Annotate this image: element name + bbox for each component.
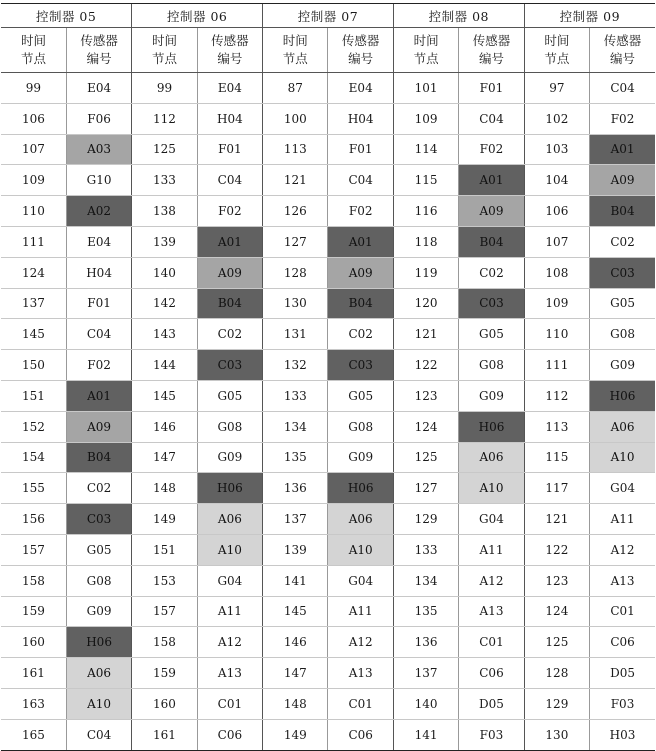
sensor-id-cell: A10 (459, 473, 524, 504)
time-node-cell: 140 (393, 688, 458, 719)
sensor-id-cell: H04 (66, 257, 131, 288)
sensor-id-cell: F03 (459, 719, 524, 750)
time-column-header: 时间 节点 (1, 28, 66, 73)
table-row (1, 196, 655, 227)
time-column-header: 时间 节点 (263, 28, 328, 73)
sensor-id-cell: A11 (590, 504, 655, 535)
time-node-cell: 99 (132, 73, 197, 104)
time-node-cell: 157 (1, 534, 66, 565)
sensor-id-cell: F01 (459, 73, 524, 104)
sensor-id-cell: C06 (459, 658, 524, 689)
time-node-cell: 107 (524, 226, 589, 257)
sensor-id-cell: E04 (328, 73, 393, 104)
time-node-cell: 155 (1, 473, 66, 504)
sensor-column-header: 传感器 编号 (590, 28, 655, 73)
time-node-cell: 139 (263, 534, 328, 565)
time-node-cell: 153 (132, 565, 197, 596)
time-node-cell: 165 (1, 719, 66, 750)
table-row (1, 257, 655, 288)
time-node-cell: 149 (132, 504, 197, 535)
sensor-id-cell: G05 (328, 380, 393, 411)
sensor-id-cell: A13 (328, 658, 393, 689)
sensor-id-cell: H04 (328, 103, 393, 134)
time-node-cell: 156 (1, 504, 66, 535)
table-row (1, 73, 655, 104)
table-body (1, 73, 655, 751)
time-node-cell: 137 (263, 504, 328, 535)
controller-sensor-table (1, 3, 655, 751)
controller-header: 控制器 06 (132, 4, 263, 28)
sensor-id-cell: E04 (66, 226, 131, 257)
time-node-cell: 110 (524, 319, 589, 350)
time-node-cell: 160 (1, 627, 66, 658)
time-node-cell: 145 (1, 319, 66, 350)
sensor-id-cell: A01 (459, 165, 524, 196)
time-node-cell: 142 (132, 288, 197, 319)
sensor-id-cell: C01 (590, 596, 655, 627)
time-node-cell: 126 (263, 196, 328, 227)
sensor-id-cell: G08 (459, 350, 524, 381)
time-node-cell: 141 (393, 719, 458, 750)
sensor-id-cell: G09 (459, 380, 524, 411)
sensor-id-cell: A11 (459, 534, 524, 565)
time-node-cell: 128 (263, 257, 328, 288)
sensor-id-cell: H06 (66, 627, 131, 658)
time-node-cell: 158 (132, 627, 197, 658)
sensor-id-cell: H04 (197, 103, 262, 134)
sensor-id-cell: C03 (459, 288, 524, 319)
sensor-id-cell: C04 (66, 719, 131, 750)
sensor-id-cell: G08 (590, 319, 655, 350)
sensor-id-cell: B04 (459, 226, 524, 257)
time-node-cell: 147 (263, 658, 328, 689)
time-node-cell: 129 (524, 688, 589, 719)
time-node-cell: 137 (393, 658, 458, 689)
table-row (1, 103, 655, 134)
sensor-id-cell: A13 (590, 565, 655, 596)
time-node-cell: 136 (393, 627, 458, 658)
sensor-id-cell: A02 (66, 196, 131, 227)
sensor-id-cell: H06 (459, 411, 524, 442)
time-node-cell: 116 (393, 196, 458, 227)
time-node-cell: 121 (393, 319, 458, 350)
sensor-id-cell: C03 (590, 257, 655, 288)
time-node-cell: 124 (524, 596, 589, 627)
time-node-cell: 150 (1, 350, 66, 381)
sensor-id-cell: G09 (590, 350, 655, 381)
time-node-cell: 127 (263, 226, 328, 257)
time-node-cell: 122 (524, 534, 589, 565)
sensor-id-cell: A01 (328, 226, 393, 257)
table-row (1, 165, 655, 196)
time-node-cell: 140 (132, 257, 197, 288)
sensor-id-cell: A13 (197, 658, 262, 689)
sensor-id-cell: C03 (197, 350, 262, 381)
time-node-cell: 106 (524, 196, 589, 227)
time-node-cell: 113 (263, 134, 328, 165)
sensor-id-cell: A11 (197, 596, 262, 627)
controller-header: 控制器 09 (524, 4, 655, 28)
sensor-id-cell: B04 (66, 442, 131, 473)
time-node-cell: 131 (263, 319, 328, 350)
time-node-cell: 121 (263, 165, 328, 196)
time-node-cell: 146 (263, 627, 328, 658)
sensor-id-cell: C04 (66, 319, 131, 350)
table-row (1, 627, 655, 658)
sensor-id-cell: H06 (590, 380, 655, 411)
time-node-cell: 139 (132, 226, 197, 257)
table-row (1, 226, 655, 257)
controller-header: 控制器 08 (393, 4, 524, 28)
table-row (1, 380, 655, 411)
time-node-cell: 109 (393, 103, 458, 134)
sensor-id-cell: A10 (590, 442, 655, 473)
time-node-cell: 109 (524, 288, 589, 319)
time-node-cell: 120 (393, 288, 458, 319)
time-node-cell: 109 (1, 165, 66, 196)
sensor-id-cell: A06 (459, 442, 524, 473)
time-node-cell: 135 (393, 596, 458, 627)
time-node-cell: 161 (132, 719, 197, 750)
time-node-cell: 104 (524, 165, 589, 196)
table-row (1, 350, 655, 381)
sensor-id-cell: F02 (66, 350, 131, 381)
time-node-cell: 143 (132, 319, 197, 350)
table-row (1, 688, 655, 719)
sensor-id-cell: C01 (197, 688, 262, 719)
sensor-id-cell: A12 (197, 627, 262, 658)
time-node-cell: 132 (263, 350, 328, 381)
time-node-cell: 118 (393, 226, 458, 257)
time-node-cell: 133 (263, 380, 328, 411)
time-node-cell: 144 (132, 350, 197, 381)
time-node-cell: 133 (132, 165, 197, 196)
time-node-cell: 159 (132, 658, 197, 689)
time-node-cell: 112 (524, 380, 589, 411)
time-node-cell: 119 (393, 257, 458, 288)
time-node-cell: 130 (524, 719, 589, 750)
time-node-cell: 134 (263, 411, 328, 442)
time-node-cell: 127 (393, 473, 458, 504)
table-row (1, 411, 655, 442)
sensor-id-cell: A09 (328, 257, 393, 288)
sensor-id-cell: C04 (459, 103, 524, 134)
time-node-cell: 115 (393, 165, 458, 196)
table-row (1, 319, 655, 350)
time-node-cell: 157 (132, 596, 197, 627)
sensor-id-cell: E04 (66, 73, 131, 104)
time-node-cell: 87 (263, 73, 328, 104)
time-node-cell: 158 (1, 565, 66, 596)
sensor-id-cell: G10 (66, 165, 131, 196)
time-node-cell: 148 (263, 688, 328, 719)
time-node-cell: 141 (263, 565, 328, 596)
time-node-cell: 100 (263, 103, 328, 134)
sensor-id-cell: G09 (328, 442, 393, 473)
time-node-cell: 101 (393, 73, 458, 104)
time-node-cell: 154 (1, 442, 66, 473)
sensor-id-cell: G08 (66, 565, 131, 596)
time-node-cell: 125 (393, 442, 458, 473)
time-column-header: 时间 节点 (132, 28, 197, 73)
table-row (1, 442, 655, 473)
table-row (1, 565, 655, 596)
sensor-id-cell: F06 (66, 103, 131, 134)
time-node-cell: 152 (1, 411, 66, 442)
table-row (1, 288, 655, 319)
time-node-cell: 121 (524, 504, 589, 535)
sensor-id-cell: A01 (197, 226, 262, 257)
sensor-id-cell: C04 (590, 73, 655, 104)
controller-header: 控制器 07 (263, 4, 394, 28)
sensor-id-cell: A01 (590, 134, 655, 165)
time-node-cell: 122 (393, 350, 458, 381)
time-node-cell: 161 (1, 658, 66, 689)
sensor-id-cell: C06 (328, 719, 393, 750)
sensor-id-cell: C01 (328, 688, 393, 719)
sensor-id-cell: D05 (590, 658, 655, 689)
table-row (1, 658, 655, 689)
time-column-header: 时间 节点 (524, 28, 589, 73)
controller-header: 控制器 05 (1, 4, 132, 28)
time-node-cell: 123 (393, 380, 458, 411)
time-node-cell: 160 (132, 688, 197, 719)
time-node-cell: 124 (1, 257, 66, 288)
sensor-id-cell: C02 (197, 319, 262, 350)
time-node-cell: 111 (524, 350, 589, 381)
time-node-cell: 163 (1, 688, 66, 719)
time-node-cell: 99 (1, 73, 66, 104)
sensor-column-header: 传感器 编号 (459, 28, 524, 73)
table-header (1, 4, 655, 73)
sensor-id-cell: G04 (328, 565, 393, 596)
time-node-cell: 138 (132, 196, 197, 227)
time-node-cell: 134 (393, 565, 458, 596)
sensor-id-cell: H03 (590, 719, 655, 750)
sensor-id-cell: G09 (197, 442, 262, 473)
time-node-cell: 113 (524, 411, 589, 442)
sensor-id-cell: F03 (590, 688, 655, 719)
time-node-cell: 110 (1, 196, 66, 227)
sensor-id-cell: G08 (197, 411, 262, 442)
sensor-id-cell: A09 (66, 411, 131, 442)
table-row (1, 719, 655, 750)
sensor-id-cell: G08 (328, 411, 393, 442)
sensor-id-cell: A06 (328, 504, 393, 535)
sensor-id-cell: G04 (590, 473, 655, 504)
sensor-id-cell: A10 (197, 534, 262, 565)
time-node-cell: 111 (1, 226, 66, 257)
sensor-id-cell: A06 (66, 658, 131, 689)
sensor-id-cell: F01 (66, 288, 131, 319)
sensor-id-cell: F02 (590, 103, 655, 134)
sensor-id-cell: F02 (459, 134, 524, 165)
time-node-cell: 103 (524, 134, 589, 165)
sensor-id-cell: C02 (328, 319, 393, 350)
time-node-cell: 128 (524, 658, 589, 689)
sensor-id-cell: G04 (197, 565, 262, 596)
sensor-id-cell: A09 (459, 196, 524, 227)
sensor-id-cell: A10 (66, 688, 131, 719)
time-node-cell: 123 (524, 565, 589, 596)
sensor-column-header: 传感器 编号 (66, 28, 131, 73)
time-node-cell: 107 (1, 134, 66, 165)
time-node-cell: 151 (1, 380, 66, 411)
time-node-cell: 102 (524, 103, 589, 134)
sensor-id-cell: A01 (66, 380, 131, 411)
time-node-cell: 136 (263, 473, 328, 504)
sensor-id-cell: F01 (197, 134, 262, 165)
time-node-cell: 149 (263, 719, 328, 750)
sensor-id-cell: A03 (66, 134, 131, 165)
sensor-id-cell: G05 (590, 288, 655, 319)
time-node-cell: 147 (132, 442, 197, 473)
sensor-id-cell: C04 (197, 165, 262, 196)
sensor-id-cell: E04 (197, 73, 262, 104)
sensor-id-cell: C04 (328, 165, 393, 196)
time-node-cell: 117 (524, 473, 589, 504)
time-node-cell: 145 (132, 380, 197, 411)
sensor-id-cell: B04 (197, 288, 262, 319)
sensor-id-cell: A09 (197, 257, 262, 288)
sensor-id-cell: C03 (66, 504, 131, 535)
sensor-id-cell: B04 (590, 196, 655, 227)
time-node-cell: 146 (132, 411, 197, 442)
sensor-id-cell: G09 (66, 596, 131, 627)
sensor-id-cell: A06 (197, 504, 262, 535)
time-node-cell: 114 (393, 134, 458, 165)
time-node-cell: 137 (1, 288, 66, 319)
sensor-id-cell: H06 (197, 473, 262, 504)
table-row (1, 534, 655, 565)
sensor-id-cell: C02 (459, 257, 524, 288)
sensor-id-cell: A12 (590, 534, 655, 565)
time-node-cell: 145 (263, 596, 328, 627)
table-row (1, 596, 655, 627)
table-row (1, 504, 655, 535)
sensor-id-cell: C02 (590, 226, 655, 257)
sensor-id-cell: F02 (328, 196, 393, 227)
time-node-cell: 124 (393, 411, 458, 442)
time-node-cell: 108 (524, 257, 589, 288)
sensor-id-cell: C02 (66, 473, 131, 504)
controller-header-row (1, 4, 655, 28)
time-node-cell: 148 (132, 473, 197, 504)
sensor-id-cell: F02 (197, 196, 262, 227)
sensor-id-cell: A11 (328, 596, 393, 627)
sensor-column-header: 传感器 编号 (328, 28, 393, 73)
sensor-column-header: 传感器 编号 (197, 28, 262, 73)
time-node-cell: 115 (524, 442, 589, 473)
column-header-row (1, 28, 655, 73)
sensor-id-cell: B04 (328, 288, 393, 319)
time-node-cell: 97 (524, 73, 589, 104)
sensor-id-cell: A12 (328, 627, 393, 658)
sensor-id-cell: G05 (197, 380, 262, 411)
controller-sensor-table-container (1, 3, 655, 751)
sensor-id-cell: C03 (328, 350, 393, 381)
time-node-cell: 159 (1, 596, 66, 627)
time-node-cell: 151 (132, 534, 197, 565)
sensor-id-cell: A09 (590, 165, 655, 196)
time-node-cell: 112 (132, 103, 197, 134)
table-row (1, 473, 655, 504)
sensor-id-cell: A13 (459, 596, 524, 627)
time-node-cell: 106 (1, 103, 66, 134)
time-node-cell: 135 (263, 442, 328, 473)
sensor-id-cell: D05 (459, 688, 524, 719)
sensor-id-cell: C06 (197, 719, 262, 750)
sensor-id-cell: G04 (459, 504, 524, 535)
sensor-id-cell: C06 (590, 627, 655, 658)
sensor-id-cell: A06 (590, 411, 655, 442)
sensor-id-cell: H06 (328, 473, 393, 504)
sensor-id-cell: F01 (328, 134, 393, 165)
sensor-id-cell: C01 (459, 627, 524, 658)
sensor-id-cell: G05 (66, 534, 131, 565)
sensor-id-cell: G05 (459, 319, 524, 350)
sensor-id-cell: A10 (328, 534, 393, 565)
time-node-cell: 130 (263, 288, 328, 319)
time-node-cell: 125 (524, 627, 589, 658)
sensor-id-cell: A12 (459, 565, 524, 596)
time-node-cell: 129 (393, 504, 458, 535)
time-node-cell: 133 (393, 534, 458, 565)
table-row (1, 134, 655, 165)
time-column-header: 时间 节点 (393, 28, 458, 73)
time-node-cell: 125 (132, 134, 197, 165)
